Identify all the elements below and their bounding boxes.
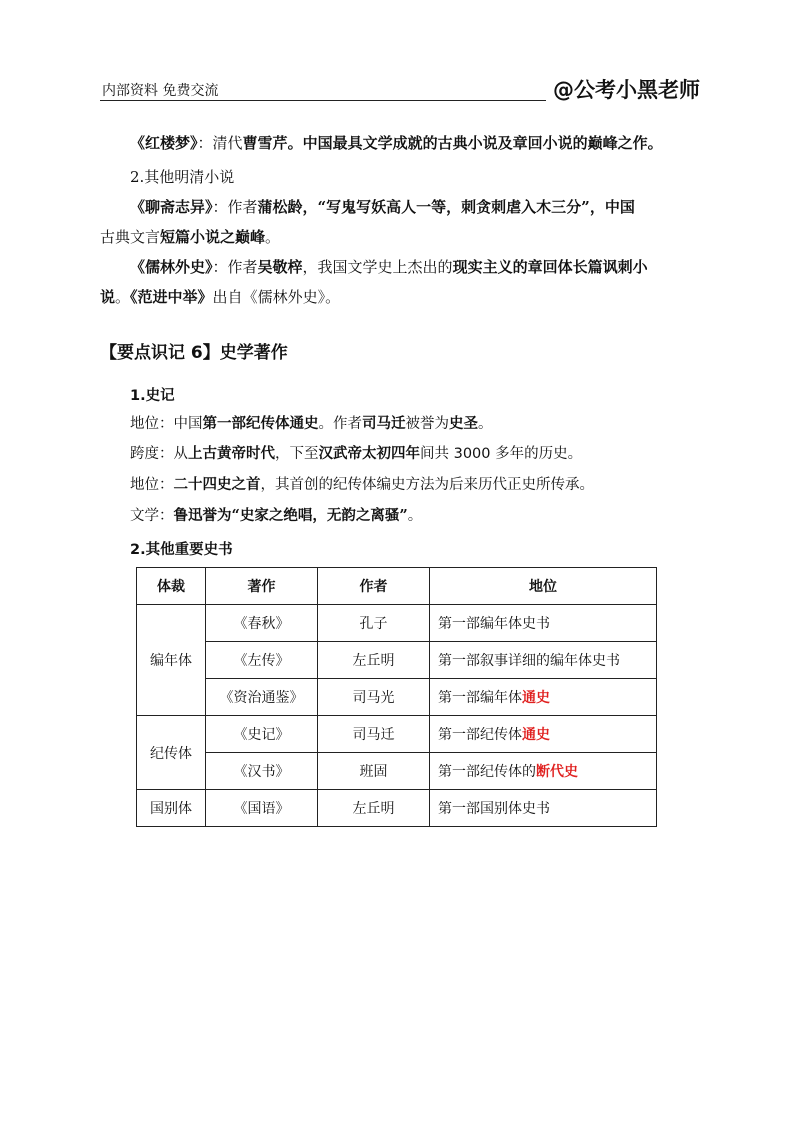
header-rule <box>100 100 546 101</box>
rulin-line2-sep: 。 <box>115 288 131 306</box>
liaozhai-line-1 <box>130 192 700 222</box>
shiji-l1-honor: 史圣 <box>449 415 478 432</box>
table-cell-status <box>430 605 657 642</box>
other-novels-heading-text: 2.其他明清小说 <box>130 168 235 186</box>
shiji-l4-label: 文学： <box>130 508 174 524</box>
shiji-line-4 <box>130 504 422 525</box>
liaozhai-mid: ，中国 <box>589 198 635 216</box>
rulin-line-2 <box>100 282 670 312</box>
shiji-l4-end: 。 <box>407 508 423 524</box>
rulin-bold: 现实主义的章回体长篇讽刺小 <box>452 258 648 276</box>
liaozhai-quote: ，“写鬼写妖高人一等，刺贪刺虐入木三分” <box>302 198 590 216</box>
rulin-line2-src: 《儒林外史》 <box>242 288 326 306</box>
shiji-l3-end: ，其首创的纪传体编史方法为后来历代正史所传承。 <box>260 477 594 493</box>
liaozhai-line2-pre: 古典文言 <box>100 228 161 246</box>
liaozhai-line2-end: 。 <box>265 228 281 246</box>
shiji-l2-end: 间共 3000 多年的历史。 <box>420 446 583 462</box>
table-row <box>137 679 657 716</box>
table-header-status: 地位 <box>430 568 657 605</box>
shiji-l1-author: 司马迁 <box>362 415 406 432</box>
rulin-line2-bold: 说 <box>100 288 116 306</box>
honglou-title: 《红楼梦》 <box>130 134 198 152</box>
section-title: 【要点识记 6】史学著作 <box>100 343 288 363</box>
status-text: 第一部叙事详细的编年体史书 <box>438 653 620 669</box>
table-cell-genre: 编年体 <box>137 605 206 716</box>
other-history-heading <box>130 538 233 559</box>
shiji-l2-bold1: 上古黄帝时代 <box>188 445 275 462</box>
rulin-pre: ：作者 <box>212 258 258 276</box>
table-row <box>137 716 657 753</box>
table-cell-author: 司马迁 <box>318 716 430 753</box>
status-highlight: 断代史 <box>536 764 578 780</box>
shiji-heading-text: 1.史记 <box>130 388 175 404</box>
honglou-sep: ： <box>197 134 213 152</box>
table-header-row <box>137 568 657 605</box>
honglou-era: 清代 <box>212 134 243 152</box>
table-cell-work: 《资治通鉴》 <box>206 679 318 716</box>
status-text: 第一部纪传体的 <box>438 764 536 780</box>
rulin-line2-mid: 出自 <box>212 288 243 306</box>
table-cell-genre: 纪传体 <box>137 716 206 790</box>
other-history-heading-text: 2.其他重要史书 <box>130 542 233 558</box>
shiji-l1-label: 地位：中国 <box>130 416 203 432</box>
honglou-author: 曹雪芹 <box>242 134 288 152</box>
shiji-line-1 <box>130 412 493 433</box>
status-text: 第一部编年体 <box>438 690 522 706</box>
history-table <box>136 567 657 827</box>
shiji-l4-bold: 鲁迅誉为“史家之绝唱，无韵之离骚” <box>173 507 408 524</box>
other-novels-heading <box>130 162 700 192</box>
table-header-genre: 体裁 <box>137 568 206 605</box>
table-cell-status <box>430 679 657 716</box>
table-cell-author: 司马光 <box>318 679 430 716</box>
table-cell-status <box>430 642 657 679</box>
table-cell-work: 《国语》 <box>206 790 318 827</box>
table-cell-author: 班固 <box>318 753 430 790</box>
shiji-l1-end: 。 <box>478 416 493 432</box>
liaozhai-line-2 <box>100 222 670 252</box>
liaozhai-author: 蒲松龄 <box>257 198 303 216</box>
table-cell-work: 《史记》 <box>206 716 318 753</box>
table-header-author: 作者 <box>318 568 430 605</box>
table-row <box>137 605 657 642</box>
shiji-line-2 <box>130 442 582 463</box>
status-text: 第一部纪传体 <box>438 727 522 743</box>
table-cell-author: 左丘明 <box>318 642 430 679</box>
table-cell-genre: 国别体 <box>137 790 206 827</box>
rulin-line2-end: 。 <box>325 288 341 306</box>
shiji-l3-label: 地位： <box>130 477 174 493</box>
shiji-l1-mid: 。作者 <box>318 416 362 432</box>
shiji-l1-bold: 第一部纪传体通史 <box>202 415 319 432</box>
liaozhai-title: 《聊斋志异》 <box>130 198 213 216</box>
rulin-title: 《儒林外史》 <box>130 258 213 276</box>
status-text: 第一部编年体史书 <box>438 616 550 632</box>
honglou-desc: 。中国最具文学成就的古典小说及章回小说的巅峰之作。 <box>287 134 663 152</box>
shiji-l2-bold2: 汉武帝太初四年 <box>318 445 420 462</box>
table-row <box>137 753 657 790</box>
table-cell-work: 《左传》 <box>206 642 318 679</box>
table-row <box>137 642 657 679</box>
rulin-line-1 <box>130 252 700 282</box>
table-cell-status <box>430 790 657 827</box>
header-watermark: @公考小黑老师 <box>553 78 700 102</box>
table-row <box>137 790 657 827</box>
shiji-l2-label: 跨度：从 <box>130 446 188 462</box>
shiji-l1-mid2: 被誉为 <box>405 416 449 432</box>
status-highlight: 通史 <box>522 690 550 706</box>
honglou-paragraph <box>130 128 700 158</box>
shiji-heading <box>130 384 175 405</box>
shiji-l2-mid: ，下至 <box>275 446 319 462</box>
liaozhai-line2-bold: 短篇小说之巅峰 <box>160 228 266 246</box>
shiji-l3-bold: 二十四史之首 <box>173 476 261 493</box>
rulin-line2-title: 《范进中举》 <box>130 288 213 306</box>
table-cell-work: 《春秋》 <box>206 605 318 642</box>
table-cell-work: 《汉书》 <box>206 753 318 790</box>
status-text: 第一部国别体史书 <box>438 801 550 817</box>
header-left-text: 内部资料 免费交流 <box>102 83 219 99</box>
shiji-line-3 <box>130 473 594 494</box>
table-cell-status <box>430 753 657 790</box>
table-cell-status <box>430 716 657 753</box>
table-cell-author: 孔子 <box>318 605 430 642</box>
table-cell-author: 左丘明 <box>318 790 430 827</box>
rulin-mid: ，我国文学史上杰出的 <box>302 258 453 276</box>
status-highlight: 通史 <box>522 727 550 743</box>
page-header <box>100 80 700 110</box>
rulin-author: 吴敬梓 <box>257 258 303 276</box>
liaozhai-pre: ：作者 <box>212 198 258 216</box>
table-header-work: 著作 <box>206 568 318 605</box>
